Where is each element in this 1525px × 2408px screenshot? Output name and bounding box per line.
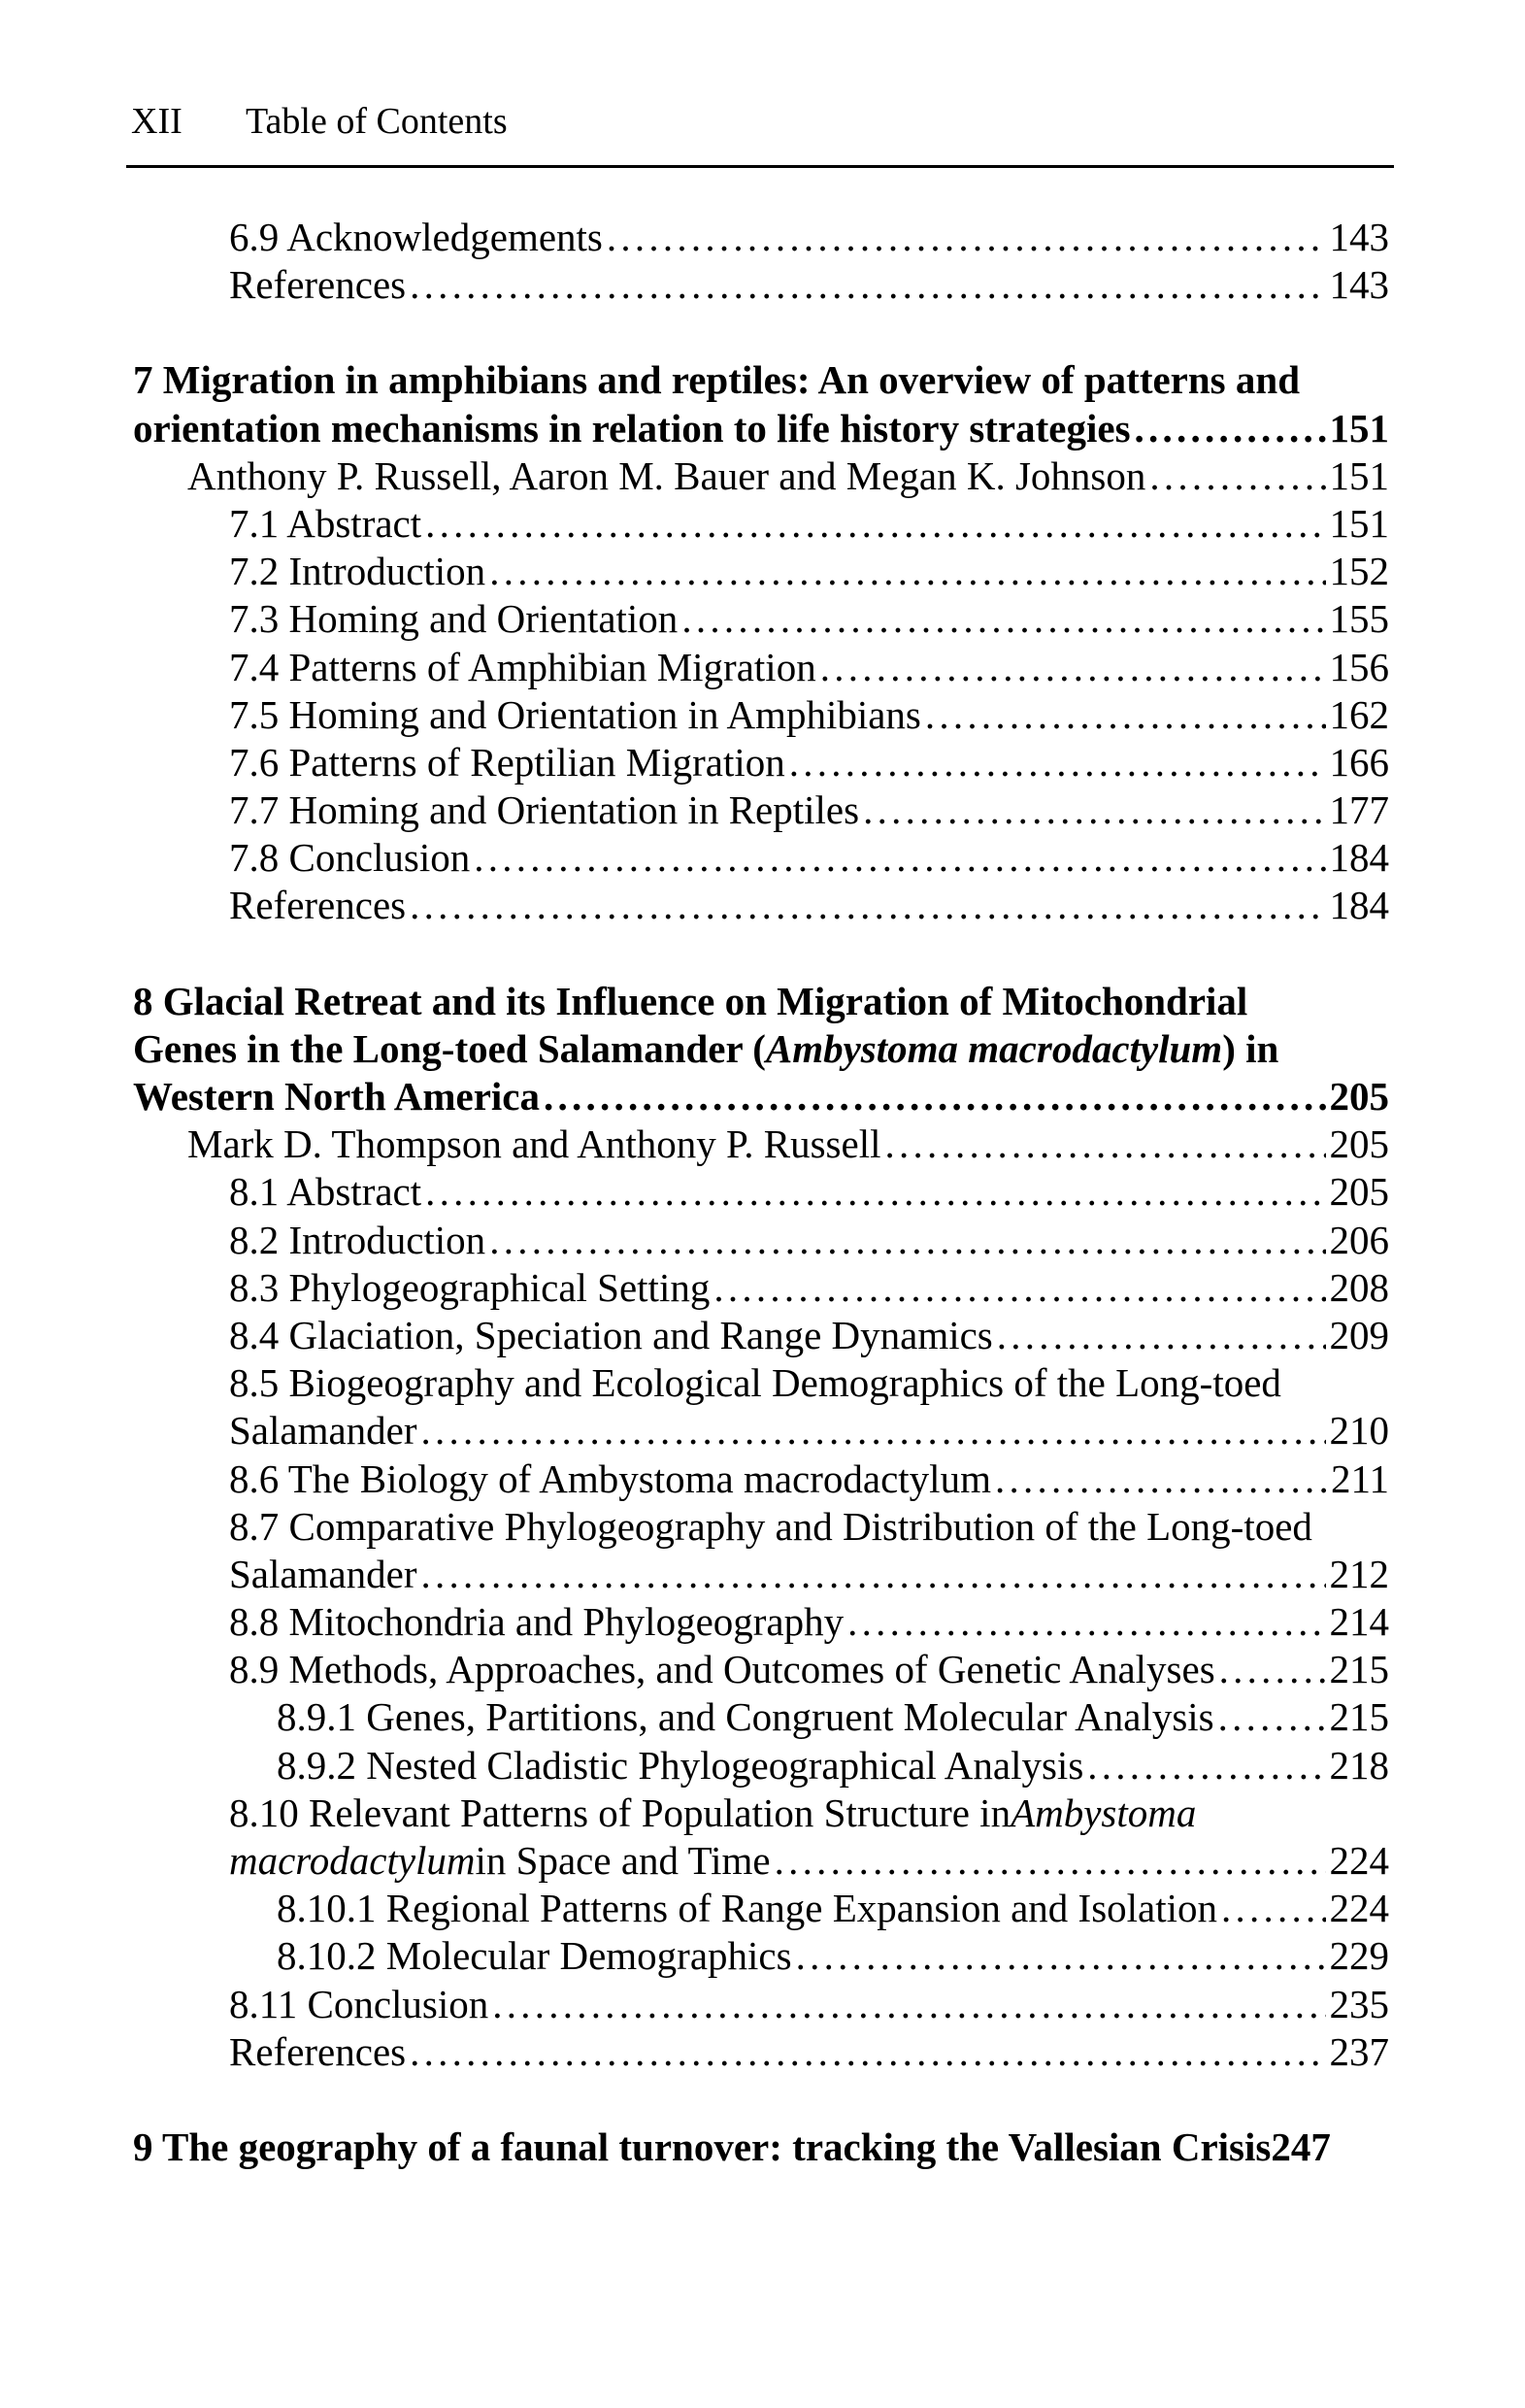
toc-entry-6-references[interactable] — [133, 261, 1389, 309]
chapter-authors: Mark D. Thompson and Anthony P. Russell — [187, 1121, 881, 1167]
toc-entry-title: 8.8 Mitochondria and Phylogeography — [229, 1599, 845, 1645]
dot-leader — [995, 1455, 1327, 1503]
running-head-title: Table of Contents — [246, 101, 508, 142]
dot-leader — [607, 214, 1326, 261]
chapter-title: Western North America — [133, 1074, 540, 1119]
toc-page-number: 156 — [1329, 644, 1389, 689]
dot-leader — [410, 2028, 1325, 2076]
dot-leader — [489, 548, 1325, 595]
toc-entry-title: 7.2 Introduction — [229, 549, 486, 594]
toc-entry-8-6[interactable] — [133, 1455, 1389, 1503]
toc-page-number: 208 — [1329, 1264, 1389, 1310]
toc-page-number: 166 — [1329, 739, 1389, 785]
toc-page-number: 237 — [1329, 2028, 1389, 2074]
chapter-authors: Anthony P. Russell, Aaron M. Bauer and Megan K. Johnson — [187, 452, 1146, 498]
dot-leader — [789, 739, 1326, 786]
toc-entry-title: 7.1 Abstract — [229, 500, 422, 546]
toc-entry-title: 7.5 Homing and Orientation in Amphibians — [229, 691, 921, 737]
toc-page-number: 205 — [1329, 1121, 1389, 1167]
toc-entry-title: Salamander — [229, 1551, 417, 1596]
toc-entry-title: 8.2 Introduction — [229, 1217, 486, 1262]
toc-entry-title: 8.10 Relevant Patterns of Population Structure in — [229, 1789, 1011, 1835]
dot-leader — [681, 595, 1325, 643]
toc-page-number: 155 — [1329, 596, 1389, 642]
table-of-contents — [133, 214, 1389, 2171]
dot-leader — [775, 1837, 1326, 1885]
toc-page-number: 184 — [1329, 883, 1389, 928]
toc-entry-title: References — [229, 262, 407, 308]
toc-entry-8-10-1[interactable] — [133, 1885, 1389, 1932]
toc-entry-title: References — [229, 2028, 407, 2074]
toc-entry-8-8[interactable] — [133, 1598, 1389, 1646]
species-name: Ambystoma — [1011, 1789, 1197, 1835]
chapter-7-title-line-2[interactable] — [133, 405, 1389, 452]
toc-entry-7-5[interactable] — [133, 691, 1389, 739]
toc-page-number: 215 — [1329, 1694, 1389, 1740]
toc-page-number: 151 — [1329, 500, 1389, 546]
dot-leader — [425, 500, 1325, 548]
toc-entry-title: 7.4 Patterns of Amphibian Migration — [229, 644, 816, 689]
dot-leader — [820, 644, 1326, 691]
toc-page-number: 211 — [1331, 1455, 1389, 1501]
dot-leader — [489, 1217, 1325, 1264]
species-name: Ambystoma macrodactylum — [765, 1025, 1223, 1071]
toc-page-number: 206 — [1329, 1217, 1389, 1262]
toc-entry-8-10-line-1[interactable] — [133, 1789, 1389, 1837]
toc-page-number: 224 — [1329, 1886, 1389, 1931]
toc-page-number: 214 — [1329, 1599, 1389, 1645]
dot-leader — [544, 1073, 1326, 1120]
dot-leader — [925, 691, 1326, 739]
dot-leader — [410, 261, 1325, 309]
dot-leader — [713, 1264, 1325, 1312]
dot-leader — [847, 1598, 1325, 1646]
toc-entry-title: 8.1 Abstract — [229, 1169, 422, 1215]
toc-entry-7-3[interactable] — [133, 595, 1389, 643]
toc-entry-title: 8.10.2 Molecular Demographics — [277, 1933, 792, 1979]
dot-leader — [421, 1551, 1326, 1598]
dot-leader — [1219, 1646, 1326, 1693]
header-rule — [126, 165, 1394, 168]
toc-page-number: 184 — [1329, 835, 1389, 881]
toc-entry-8-7-line-1[interactable] — [133, 1503, 1389, 1551]
toc-entry-8-5-line-2[interactable] — [133, 1407, 1389, 1455]
toc-entry-title: References — [229, 883, 407, 928]
toc-entry-8-10-line-2[interactable] — [133, 1837, 1389, 1885]
toc-page-number: 143 — [1329, 262, 1389, 308]
toc-page-number: 229 — [1329, 1933, 1389, 1979]
chapter-8-authors[interactable] — [133, 1120, 1389, 1168]
toc-page-number: 177 — [1329, 787, 1389, 833]
toc-page-number: 152 — [1329, 549, 1389, 594]
chapter-8-title-line-1[interactable] — [133, 978, 1389, 1025]
dot-leader — [421, 1407, 1326, 1455]
dot-leader — [1087, 1742, 1325, 1789]
toc-entry-title: 7.7 Homing and Orientation in Reptiles — [229, 787, 860, 833]
toc-page-number: 235 — [1329, 1981, 1389, 2026]
dot-leader — [492, 1981, 1325, 2028]
chapter-title: orientation mechanisms in relation to life history strategies — [133, 405, 1131, 451]
page-folio: XII — [131, 101, 182, 142]
chapter-8-title-line-2[interactable] — [133, 1025, 1389, 1073]
toc-entry-7-1[interactable] — [133, 500, 1389, 548]
toc-page-number: 143 — [1329, 215, 1389, 259]
chapter-7-authors[interactable] — [133, 452, 1389, 500]
chapter-7-title-line-1[interactable] — [133, 356, 1389, 404]
toc-entry-8-references[interactable] — [133, 2028, 1389, 2076]
toc-entry-8-7-line-2[interactable] — [133, 1551, 1389, 1598]
toc-entry-title: 7.6 Patterns of Reptilian Migration — [229, 739, 785, 785]
chapter-title: 9 The geography of a faunal turnover: tracking the Vallesian Crisis — [133, 2124, 1272, 2169]
toc-entry-8-3[interactable] — [133, 1264, 1389, 1312]
toc-entry-title: 8.9.2 Nested Cladistic Phylogeographical Analysis — [277, 1742, 1084, 1788]
toc-entry-7-8[interactable] — [133, 834, 1389, 882]
toc-entry-title: 8.4 Glaciation, Speciation and Range Dynamics — [229, 1312, 993, 1357]
toc-entry-8-9[interactable] — [133, 1646, 1389, 1693]
toc-page-number: 162 — [1329, 691, 1389, 737]
toc-page-number: 205 — [1329, 1169, 1389, 1215]
dot-leader — [885, 1120, 1326, 1168]
toc-page-number: 210 — [1329, 1408, 1389, 1454]
toc-entry-title: 7.3 Homing and Orientation — [229, 596, 679, 642]
toc-entry-7-2[interactable] — [133, 548, 1389, 595]
toc-page-number: 215 — [1329, 1647, 1389, 1692]
toc-page-number: 209 — [1329, 1312, 1389, 1357]
dot-leader — [1149, 452, 1325, 500]
dot-leader — [1218, 1693, 1326, 1741]
toc-entry-title: 8.9.1 Genes, Partitions, and Congruent Molecular Analysis — [277, 1694, 1214, 1740]
species-name: macrodactylum — [229, 1838, 476, 1883]
toc-entry-8-10-2[interactable] — [133, 1932, 1389, 1980]
toc-entry-6-9[interactable] — [133, 214, 1389, 261]
toc-entry-7-references[interactable] — [133, 882, 1389, 929]
dot-leader — [863, 786, 1325, 834]
toc-entry-title: 8.3 Phylogeographical Setting — [229, 1264, 711, 1310]
chapter-9-title[interactable] — [133, 2124, 1389, 2171]
chapter-title: 7 Migration in amphibians and reptiles: An overview of patterns and — [133, 357, 1300, 403]
toc-entry-title: 8.10.1 Regional Patterns of Range Expansion and Isolation — [277, 1886, 1218, 1931]
spacer — [133, 2076, 1389, 2124]
chapter-title: ) in — [1222, 1025, 1279, 1071]
toc-page-number: 151 — [1329, 452, 1389, 498]
chapter-8-title-line-3[interactable] — [133, 1073, 1389, 1120]
toc-entry-8-1[interactable] — [133, 1168, 1389, 1216]
spacer — [133, 930, 1389, 978]
toc-page-number: 224 — [1329, 1838, 1389, 1883]
chapter-title: 8 Glacial Retreat and its Influence on Migration of Mitochondrial — [133, 978, 1248, 1023]
spacer — [133, 309, 1389, 356]
dot-leader — [1221, 1885, 1325, 1932]
dot-leader — [796, 1932, 1326, 1980]
toc-entry-title: 8.5 Biogeography and Ecological Demographics of the Long-toed — [229, 1360, 1281, 1406]
toc-entry-8-5-line-1[interactable] — [133, 1359, 1389, 1407]
dot-leader — [474, 834, 1325, 882]
toc-entry-8-2[interactable] — [133, 1217, 1389, 1264]
running-head — [131, 99, 508, 144]
chapter-title: Genes in the Long-toed Salamander ( — [133, 1025, 766, 1071]
dot-leader — [1135, 405, 1326, 452]
toc-entry-7-7[interactable] — [133, 786, 1389, 834]
toc-page-number: 218 — [1329, 1742, 1389, 1788]
toc-entry-8-11[interactable] — [133, 1981, 1389, 2028]
dot-leader — [997, 1312, 1326, 1359]
toc-entry-title: in Space and Time — [475, 1838, 771, 1883]
toc-entry-title: 8.9 Methods, Approaches, and Outcomes of Genetic Analyses — [229, 1647, 1215, 1692]
chapter-page-number: 151 — [1329, 405, 1389, 451]
toc-entry-8-9-2[interactable] — [133, 1742, 1389, 1789]
toc-entry-title: Salamander — [229, 1408, 417, 1454]
toc-entry-7-6[interactable] — [133, 739, 1389, 786]
toc-entry-title: 8.7 Comparative Phylogeography and Distribution of the Long-toed — [229, 1503, 1312, 1549]
chapter-page-number: 247 — [1271, 2124, 1331, 2169]
toc-page-number: 212 — [1329, 1551, 1389, 1596]
dot-leader — [425, 1168, 1325, 1216]
toc-entry-title: 6.9 Acknowledgements — [229, 215, 603, 259]
toc-entry-title: 7.8 Conclusion — [229, 835, 471, 881]
toc-entry-8-4[interactable] — [133, 1312, 1389, 1359]
toc-entry-title: 8.6 The Biology of Ambystoma macrodactylum — [229, 1455, 991, 1501]
toc-entry-7-4[interactable] — [133, 644, 1389, 691]
dot-leader — [410, 882, 1325, 929]
chapter-page-number: 205 — [1329, 1074, 1389, 1119]
toc-entry-8-9-1[interactable] — [133, 1693, 1389, 1741]
toc-entry-title: 8.11 Conclusion — [229, 1981, 489, 2026]
